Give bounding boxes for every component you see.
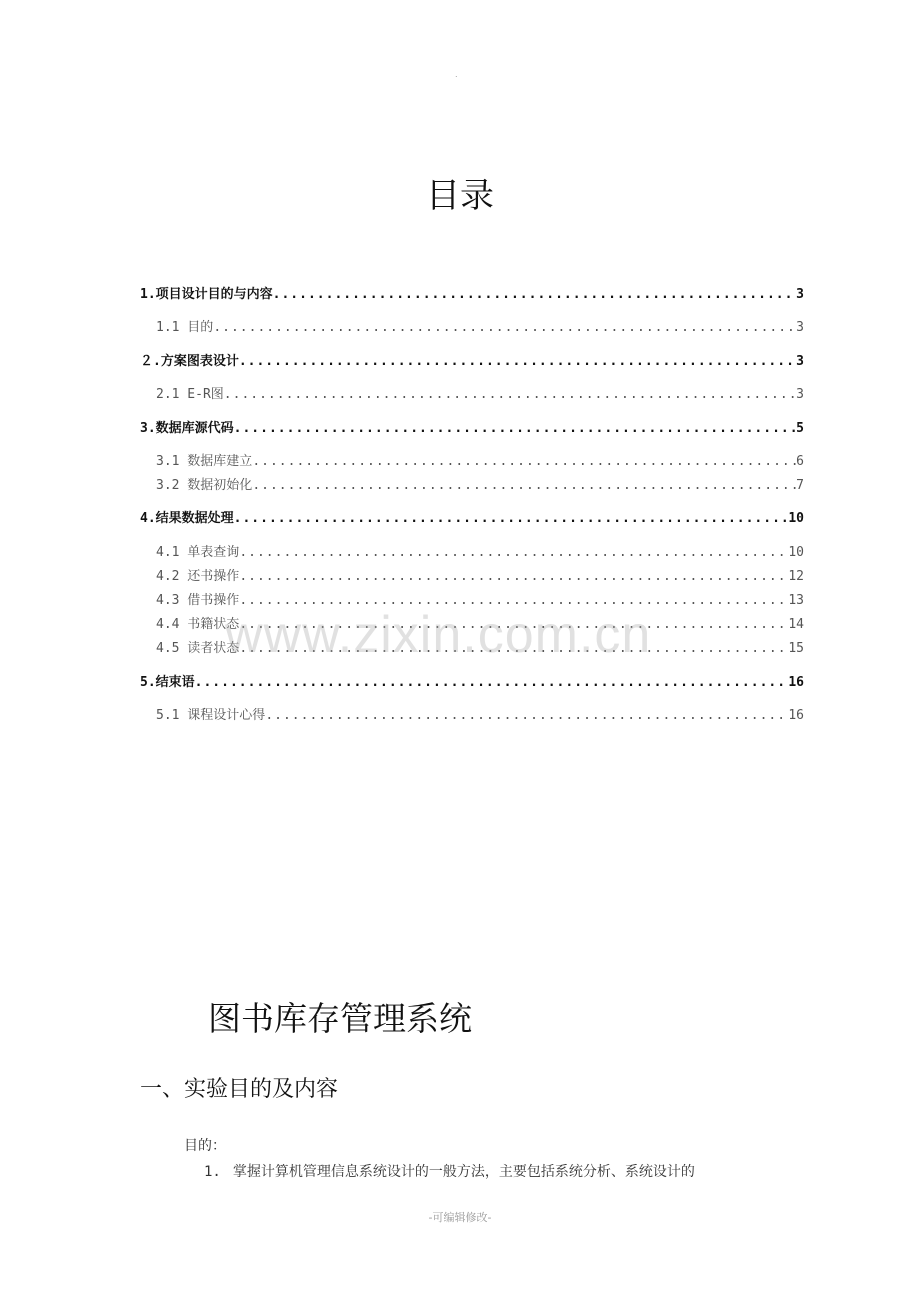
toc-entry-label: 5.1 课程设计心得 bbox=[156, 708, 266, 723]
toc-entry-page: 3 bbox=[796, 320, 804, 335]
toc-entry-label: 2.1 E-R图 bbox=[156, 387, 224, 402]
toc-entry-1-1[interactable] bbox=[156, 319, 804, 337]
toc-entry-label: 3.2 数据初始化 bbox=[156, 478, 253, 493]
toc-entry-label: 3.1 数据库建立 bbox=[156, 454, 253, 469]
toc-entry-label: 1.1 目的 bbox=[156, 320, 214, 335]
toc-leader-dots bbox=[234, 420, 797, 438]
toc-entry-label: 4.2 还书操作 bbox=[156, 569, 240, 584]
toc-entry-2[interactable] bbox=[140, 353, 804, 371]
toc-leader-dots bbox=[252, 477, 796, 495]
toc-entry-label: ２.方案图表设计 bbox=[140, 354, 239, 369]
toc-entry-page: 7 bbox=[796, 478, 804, 493]
toc-entry-label: 3.数据库源代码 bbox=[140, 421, 234, 436]
toc-entry-5[interactable] bbox=[140, 674, 804, 692]
toc-entry-page: 3 bbox=[796, 387, 804, 402]
toc-leader-dots bbox=[195, 674, 789, 692]
toc-entry-page: 10 bbox=[788, 545, 804, 560]
list-item bbox=[204, 1161, 695, 1181]
toc-entry-page: 13 bbox=[788, 593, 804, 608]
toc-leader-dots bbox=[239, 544, 788, 562]
toc-leader-dots bbox=[252, 453, 796, 471]
toc-entry-label: 1.项目设计目的与内容 bbox=[140, 287, 273, 302]
toc-entry-1[interactable] bbox=[140, 286, 804, 304]
toc-title: 目录 bbox=[426, 176, 494, 216]
toc-entry-4[interactable] bbox=[140, 510, 804, 528]
toc-entry-page: 3 bbox=[796, 354, 804, 369]
toc-leader-dots bbox=[224, 386, 796, 404]
toc-entry-page: 6 bbox=[796, 454, 804, 469]
toc-entry-label: 4.3 借书操作 bbox=[156, 593, 240, 608]
toc-entry-4-2[interactable] bbox=[156, 568, 804, 586]
toc-entry-label: 4.1 单表查询 bbox=[156, 545, 240, 560]
toc-entry-label: 4.结果数据处理 bbox=[140, 511, 234, 526]
toc-entry-page: 16 bbox=[788, 675, 804, 690]
toc-leader-dots bbox=[239, 568, 788, 586]
toc-entry-page: 14 bbox=[788, 617, 804, 632]
list-item-text: 掌握计算机管理信息系统设计的一般方法，主要包括系统分析、系统设计的 bbox=[232, 1164, 695, 1180]
toc-entry-3-2[interactable] bbox=[156, 477, 804, 495]
toc-leader-dots bbox=[273, 286, 797, 304]
page-footer: -可编辑修改- bbox=[428, 1211, 492, 1224]
toc-entry-label: 4.4 书籍状态 bbox=[156, 617, 240, 632]
toc-entry-5-1[interactable] bbox=[156, 707, 804, 725]
toc-entry-page: 15 bbox=[788, 641, 804, 656]
toc-entry-page: 16 bbox=[788, 708, 804, 723]
toc-entry-page: 10 bbox=[788, 511, 804, 526]
toc-leader-dots bbox=[265, 707, 788, 725]
toc-entry-3-1[interactable] bbox=[156, 453, 804, 471]
toc-entry-label: 5.结束语 bbox=[140, 675, 195, 690]
toc-leader-dots bbox=[234, 510, 789, 528]
section-heading: 一、实验目的及内容 bbox=[140, 1077, 339, 1102]
list-item-number: 1. bbox=[204, 1164, 221, 1180]
page-top-mark: . bbox=[455, 70, 458, 79]
purpose-label: 目的： bbox=[184, 1138, 226, 1154]
toc-entry-page: 5 bbox=[796, 421, 804, 436]
toc-leader-dots bbox=[213, 319, 796, 337]
toc-entry-page: 3 bbox=[796, 287, 804, 302]
toc-entry-page: 12 bbox=[788, 569, 804, 584]
toc-leader-dots bbox=[239, 353, 796, 371]
document-title: 图书库存管理系统 bbox=[208, 999, 472, 1038]
toc-entry-2-1[interactable] bbox=[156, 386, 804, 404]
toc-entry-3[interactable] bbox=[140, 420, 804, 438]
toc-entry-label: 4.5 读者状态 bbox=[156, 641, 240, 656]
toc-entry-4-1[interactable] bbox=[156, 544, 804, 562]
watermark: www.zixin.com.cn bbox=[225, 606, 652, 664]
